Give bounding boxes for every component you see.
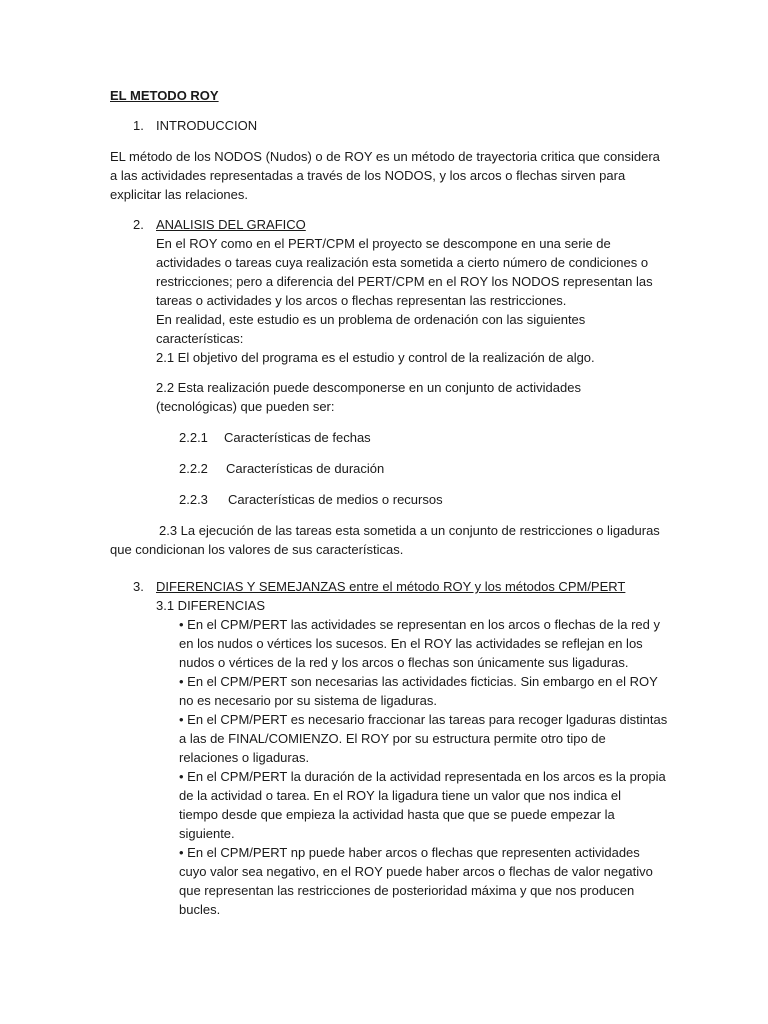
bullet-line: relaciones o ligaduras.: [179, 750, 310, 765]
bullet-line: cuyo valor sea negativo, en el ROY puede haber arcos o flechas de valor negativo: [179, 864, 653, 879]
bullet-line: • En el CPM/PERT son necesarias las actividades ficticias. Sin embargo en el ROY: [179, 674, 658, 689]
section-1-line: a las actividades representadas a través de los NODOS, y los arcos o flechas sirven para: [110, 168, 626, 183]
bullet-line: • En el CPM/PERT es necesario fraccionar las tareas para recoger lgaduras distintas: [179, 712, 668, 727]
bullet-line: tiempo desde que empieza la actividad hasta que que se puede empezar la: [179, 807, 615, 822]
section-2-line: actividades o tareas cuya realización esta sometida a cierto número de condiciones o: [156, 255, 649, 270]
section-2-number: 2.: [133, 217, 144, 232]
bullet-line: siguiente.: [179, 826, 235, 841]
bullet-line: • En el CPM/PERT la duración de la actividad representada en los arcos es la propia: [179, 769, 666, 784]
section-1-heading: INTRODUCCION: [156, 118, 258, 133]
section-3-heading: DIFERENCIAS Y SEMEJANZAS entre el método ROY y los métodos CPM/PERT: [156, 579, 626, 594]
section-2-line: restricciones; pero a diferencia del PERT/CPM en el ROY los NODOS representan las: [156, 274, 653, 289]
bullet-line: nudos o vértices de la red y los arcos o flechas son únicamente sus ligaduras.: [179, 655, 629, 670]
bullet-line: en los nudos o vértices los sucesos. En el ROY las actividades se reflejan en los: [179, 636, 643, 651]
section-3-number: 3.: [133, 579, 144, 594]
document-title: EL METODO ROY: [110, 88, 219, 103]
subitem-number: 2.2.1: [179, 430, 208, 445]
section-2-2-line: 2.2 Esta realización puede descomponerse en un conjunto de actividades: [156, 380, 581, 395]
section-2-3-line: 2.3 La ejecución de las tareas esta sometida a un conjunto de restricciones o ligaduras: [159, 523, 660, 538]
section-2-line: En el ROY como en el PERT/CPM el proyecto se descompone en una serie de: [156, 236, 611, 251]
bullet-line: • En el CPM/PERT np puede haber arcos o flechas que representen actividades: [179, 845, 640, 860]
section-2-3-line: que condicionan los valores de sus características.: [110, 542, 404, 557]
bullet-line: a las de FINAL/COMIENZO. El ROY por su estructura permite otro tipo de: [179, 731, 606, 746]
section-1-line: EL método de los NODOS (Nudos) o de ROY es un método de trayectoria critica que considera: [110, 149, 660, 164]
subitem-text: Características de duración: [226, 461, 385, 476]
bullet-line: • En el CPM/PERT las actividades se representan en los arcos o flechas de la red y: [179, 617, 660, 632]
section-1-line: explicitar las relaciones.: [110, 187, 249, 202]
subitem-number: 2.2.3: [179, 492, 208, 507]
subitem-number: 2.2.2: [179, 461, 208, 476]
section-1-number: 1.: [133, 118, 144, 133]
bullet-line: no es necesario por su sistema de ligaduras.: [179, 693, 437, 708]
section-2-line: En realidad, este estudio es un problema de ordenación con las siguientes: [156, 312, 586, 327]
bullet-line: de la actividad o tarea. En el ROY la ligadura tiene un valor que nos indica el: [179, 788, 622, 803]
section-3-1-heading: 3.1 DIFERENCIAS: [156, 598, 266, 613]
bullet-line: que representan las restricciones de posterioridad máxima y que nos producen: [179, 883, 635, 898]
section-2-line: tareas o actividades y los arcos o flechas representan las restricciones.: [156, 293, 567, 308]
subitem-text: Características de medios o recursos: [228, 492, 443, 507]
section-2-2-line: (tecnológicas) que pueden ser:: [156, 399, 335, 414]
subitem-text: Características de fechas: [224, 430, 371, 445]
section-2-line: características:: [156, 331, 244, 346]
section-2-line: 2.1 El objetivo del programa es el estudio y control de la realización de algo.: [156, 350, 595, 365]
section-2-heading: ANALISIS DEL GRAFICO: [156, 217, 306, 232]
bullet-line: bucles.: [179, 902, 221, 917]
